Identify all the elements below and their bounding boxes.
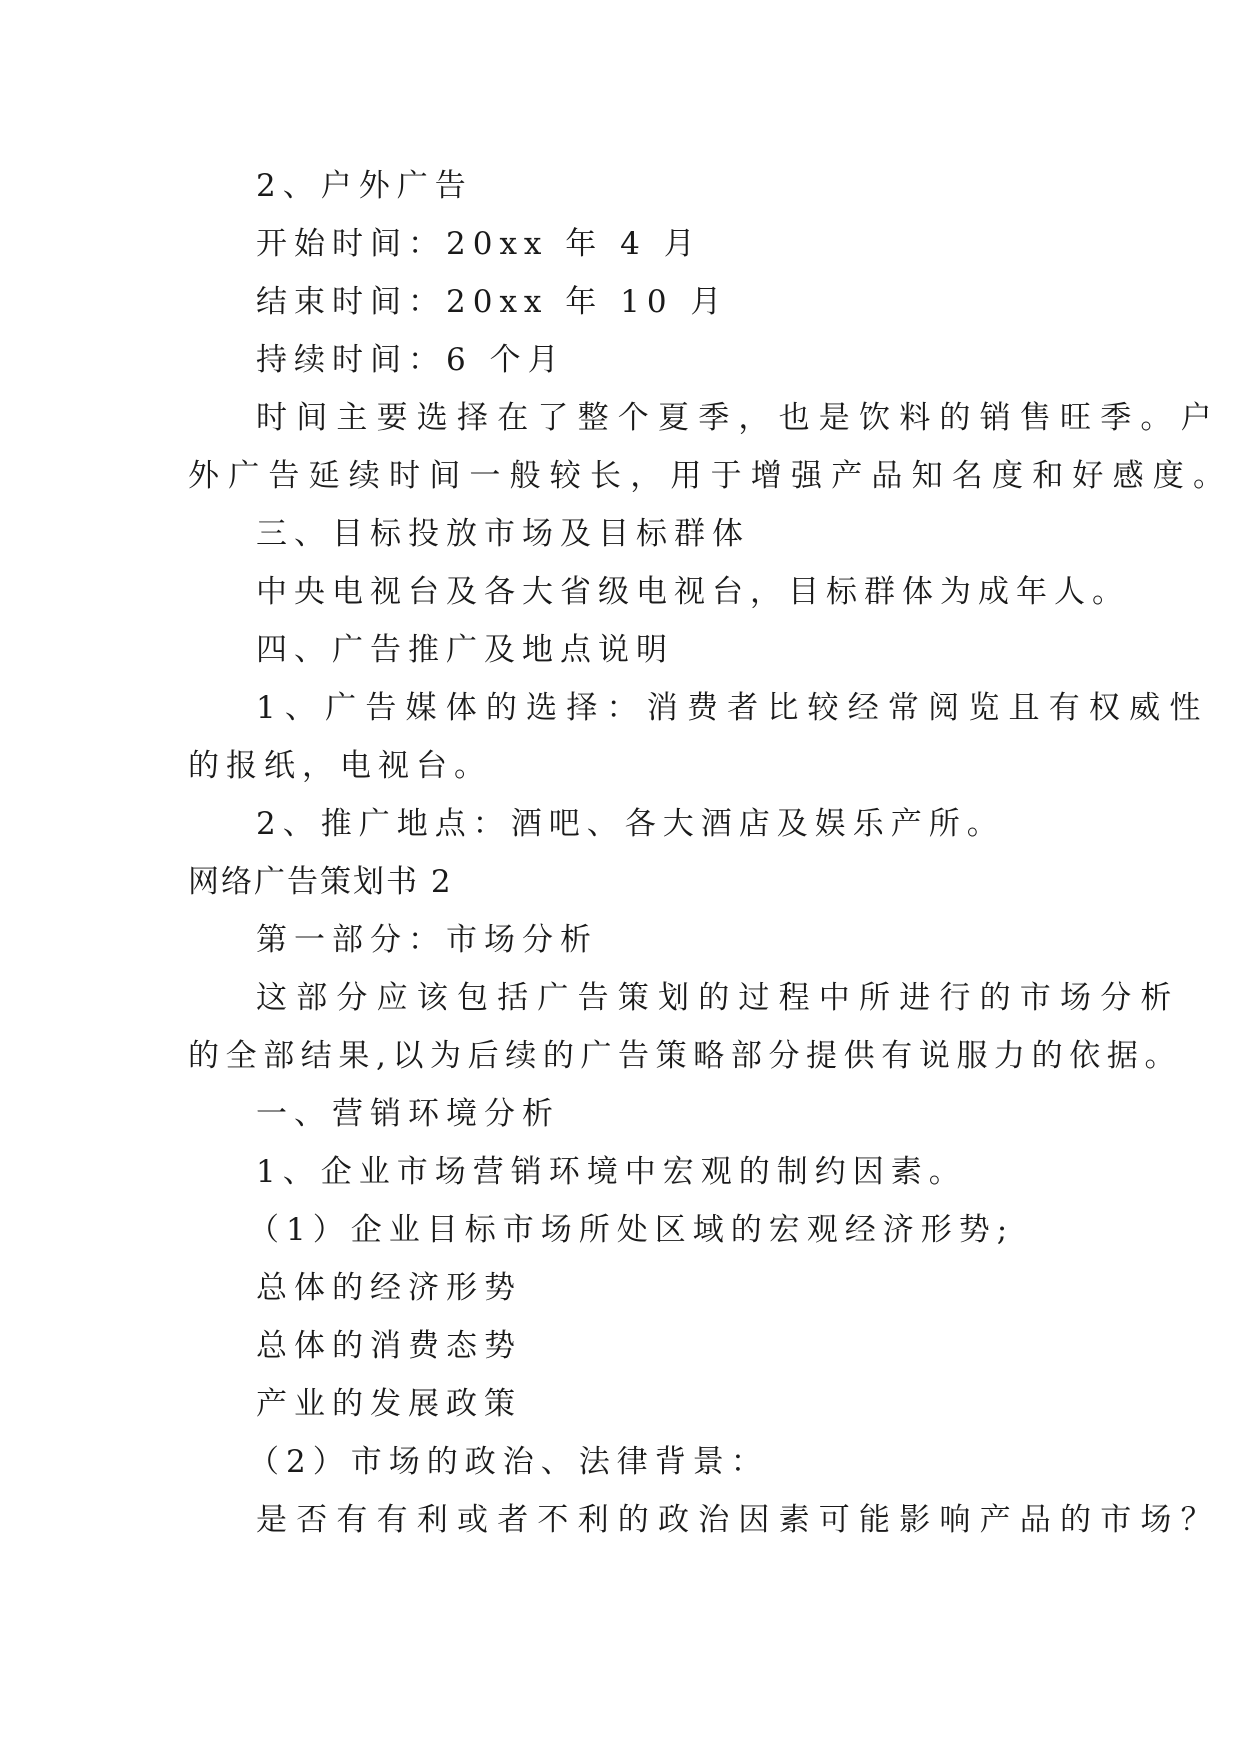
paragraph-line: 1、企业市场营销环境中宏观的制约因素。: [256, 1154, 967, 1190]
paragraph-line: 外广告延续时间一般较长，用于增强产品知名度和好感度。: [188, 458, 1234, 494]
paragraph-line: 时间主要选择在了整个夏季，也是饮料的销售旺季。户: [256, 400, 1221, 436]
paragraph-line: 的全部结果,以为后续的广告策略部分提供有说服力的依据。: [188, 1038, 1183, 1074]
sub-item: （2）市场的政治、法律背景：: [248, 1444, 769, 1480]
paragraph-line: 的报纸，电视台。: [188, 748, 492, 784]
end-time-line: 结束时间：20xx 年 10 月: [256, 284, 729, 320]
paragraph-line: 1、广告媒体的选择：消费者比较经常阅览且有权威性: [256, 690, 1210, 726]
document-title: 网络广告策划书 2: [188, 864, 453, 900]
section-heading: 三、目标投放市场及目标群体: [256, 516, 750, 552]
duration-line: 持续时间：6 个月: [256, 342, 566, 378]
section-heading: 四、广告推广及地点说明: [256, 632, 674, 668]
list-item: 产业的发展政策: [256, 1386, 522, 1422]
part-heading: 第一部分：市场分析: [256, 922, 598, 958]
paragraph-line: 2、推广地点：酒吧、各大酒店及娱乐产所。: [256, 806, 1005, 842]
paragraph-line: 这部分应该包括广告策划的过程中所进行的市场分析: [256, 980, 1181, 1016]
list-item-outdoor-ads: 2、户外广告: [256, 168, 473, 204]
start-time-line: 开始时间：20xx 年 4 月: [256, 226, 702, 262]
list-item: 总体的经济形势: [256, 1270, 522, 1306]
section-heading: 一、营销环境分析: [256, 1096, 560, 1132]
paragraph-line: 是否有有利或者不利的政治因素可能影响产品的市场？: [256, 1502, 1221, 1538]
paragraph-line: 中央电视台及各大省级电视台，目标群体为成年人。: [256, 574, 1130, 610]
sub-item: （1）企业目标市场所处区域的宏观经济形势;: [248, 1212, 1015, 1248]
list-item: 总体的消费态势: [256, 1328, 522, 1364]
